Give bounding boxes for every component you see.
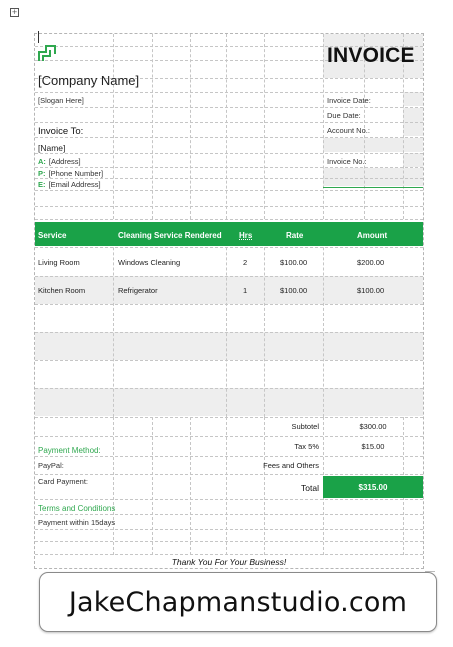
row-shade-6 xyxy=(35,388,423,416)
row-1-amount[interactable]: $200.00 xyxy=(357,258,385,267)
meta-divider xyxy=(323,187,423,188)
total-value[interactable]: $315.00 xyxy=(358,483,388,492)
subtotal-value[interactable]: $300.00 xyxy=(359,422,387,431)
watermark-banner xyxy=(39,572,437,632)
row-1-hrs[interactable]: 2 xyxy=(243,258,248,267)
meta-shade-5 xyxy=(403,153,423,167)
customer-address: [Address] xyxy=(48,157,81,166)
tax-value[interactable]: $15.00 xyxy=(361,442,385,451)
row-2-amount[interactable]: $100.00 xyxy=(357,286,385,295)
paypal-label[interactable]: PayPal: xyxy=(38,461,64,470)
meta-shade-3 xyxy=(403,122,423,136)
total-label: Total xyxy=(301,483,319,493)
customer-email-row[interactable] xyxy=(38,180,101,189)
payment-method-heading: Payment Method: xyxy=(38,446,101,455)
invoice-no-label: Invoice No.: xyxy=(327,157,367,166)
card-payment-label[interactable]: Card Payment: xyxy=(38,477,89,486)
invoice-date-label: Invoice Date: xyxy=(327,96,371,105)
invoice-title: INVOICE xyxy=(327,44,415,67)
email-key: E: xyxy=(38,180,46,189)
meta-shade-4 xyxy=(323,138,423,152)
company-logo-icon xyxy=(38,44,56,62)
customer-phone-row[interactable] xyxy=(38,169,103,178)
row-2-service[interactable]: Kitchen Room xyxy=(38,286,86,295)
phone-key: P: xyxy=(38,169,46,178)
address-key: A: xyxy=(38,157,46,166)
meta-shade-6 xyxy=(323,168,423,186)
company-slogan[interactable]: [Slogan Here] xyxy=(38,96,84,105)
watermark-text: JakeChapmanstudio.com xyxy=(68,587,408,618)
col-header-service: Service xyxy=(38,231,67,240)
tax-label: Tax 5% xyxy=(294,442,319,451)
terms-text[interactable]: Payment within 15days xyxy=(38,518,116,527)
due-date-label: Due Date: xyxy=(327,111,361,120)
company-name[interactable]: [Company Name] xyxy=(38,73,140,88)
invoice-to-heading: Invoice To: xyxy=(38,126,84,137)
col-header-cleaning-service: Cleaning Service Rendered xyxy=(118,231,222,240)
row-2-rate[interactable]: $100.00 xyxy=(280,286,308,295)
row-1-rate[interactable]: $100.00 xyxy=(280,258,308,267)
meta-shade-2 xyxy=(403,108,423,122)
row-2-hrs[interactable]: 1 xyxy=(243,286,248,295)
customer-email: [Email Address] xyxy=(48,180,101,189)
meta-shade-1 xyxy=(403,92,423,106)
row-1-cleaning[interactable]: Windows Cleaning xyxy=(118,258,181,267)
col-header-hrs: Hrs xyxy=(239,231,253,240)
subtotal-label: Subtotel xyxy=(291,422,319,431)
account-no-label: Account No.: xyxy=(327,126,370,135)
customer-address-row[interactable] xyxy=(38,157,81,166)
row-2-cleaning[interactable]: Refrigerator xyxy=(118,286,158,295)
col-header-amount: Amount xyxy=(357,231,388,240)
customer-name[interactable]: [Name] xyxy=(38,143,66,153)
customer-phone: [Phone Number] xyxy=(48,169,104,178)
fees-label: Fees and Others xyxy=(263,461,319,470)
terms-heading: Terms and Conditions xyxy=(38,504,116,513)
row-shade-4 xyxy=(35,332,423,360)
col-header-rate: Rate xyxy=(286,231,304,240)
thank-you-message: Thank You For Your Business! xyxy=(171,557,287,567)
table-move-handle-icon[interactable]: + xyxy=(11,8,18,16)
row-1-service[interactable]: Living Room xyxy=(38,258,80,267)
